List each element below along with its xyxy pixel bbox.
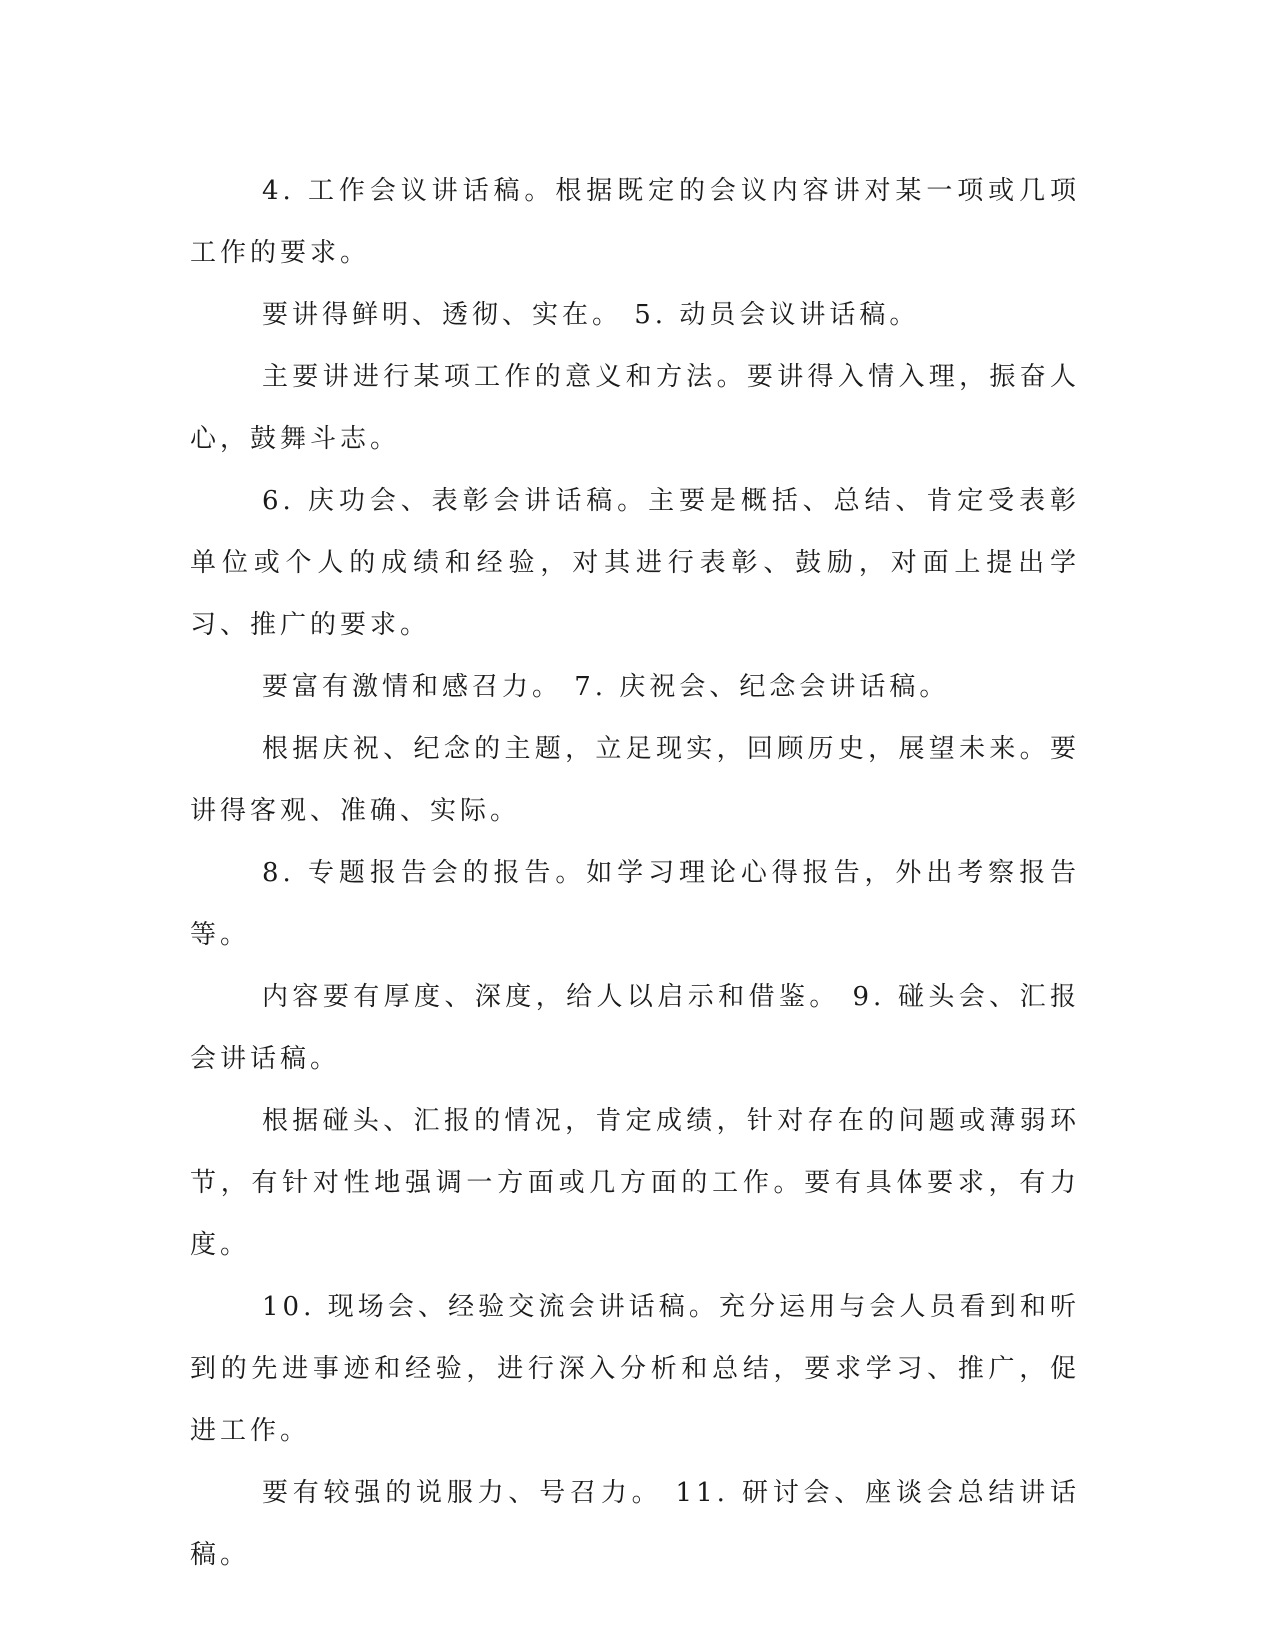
paragraph-9: 根据碰头、汇报的情况，肯定成绩，针对存在的问题或薄弱环节，有针对性地强调一方面或几方面的工作。要有具体要求，有力度。: [190, 1106, 1080, 1260]
paragraph-4: 6. 庆功会、表彰会讲话稿。主要是概括、总结、肯定受表彰单位或个人的成绩和经验，对其进行表彰、鼓励，对面上提出学习、推广的要求。: [190, 486, 1080, 640]
paragraph-2: 要讲得鲜明、透彻、实在。 5. 动员会议讲话稿。: [262, 300, 920, 330]
paragraph-3: 主要讲进行某项工作的意义和方法。要讲得入情入理，振奋人心，鼓舞斗志。: [190, 362, 1080, 454]
paragraph-7: 8. 专题报告会的报告。如学习理论心得报告，外出考察报告等。: [190, 858, 1080, 950]
paragraph-5: 要富有激情和感召力。 7. 庆祝会、纪念会讲话稿。: [262, 672, 950, 702]
paragraph-1: 4. 工作会议讲话稿。根据既定的会议内容讲对某一项或几项工作的要求。: [190, 176, 1080, 268]
document-body: [190, 160, 1080, 1586]
paragraph-6: 根据庆祝、纪念的主题，立足现实，回顾历史，展望未来。要讲得客观、准确、实际。: [190, 734, 1080, 826]
paragraph-11: 要有较强的说服力、号召力。 11. 研讨会、座谈会总结讲话稿。: [190, 1478, 1080, 1570]
paragraph-10: 10. 现场会、经验交流会讲话稿。充分运用与会人员看到和听到的先进事迹和经验，进行深入分析和总结，要求学习、推广，促进工作。: [190, 1292, 1080, 1446]
paragraph-8: 内容要有厚度、深度，给人以启示和借鉴。 9. 碰头会、汇报会讲话稿。: [190, 982, 1080, 1074]
